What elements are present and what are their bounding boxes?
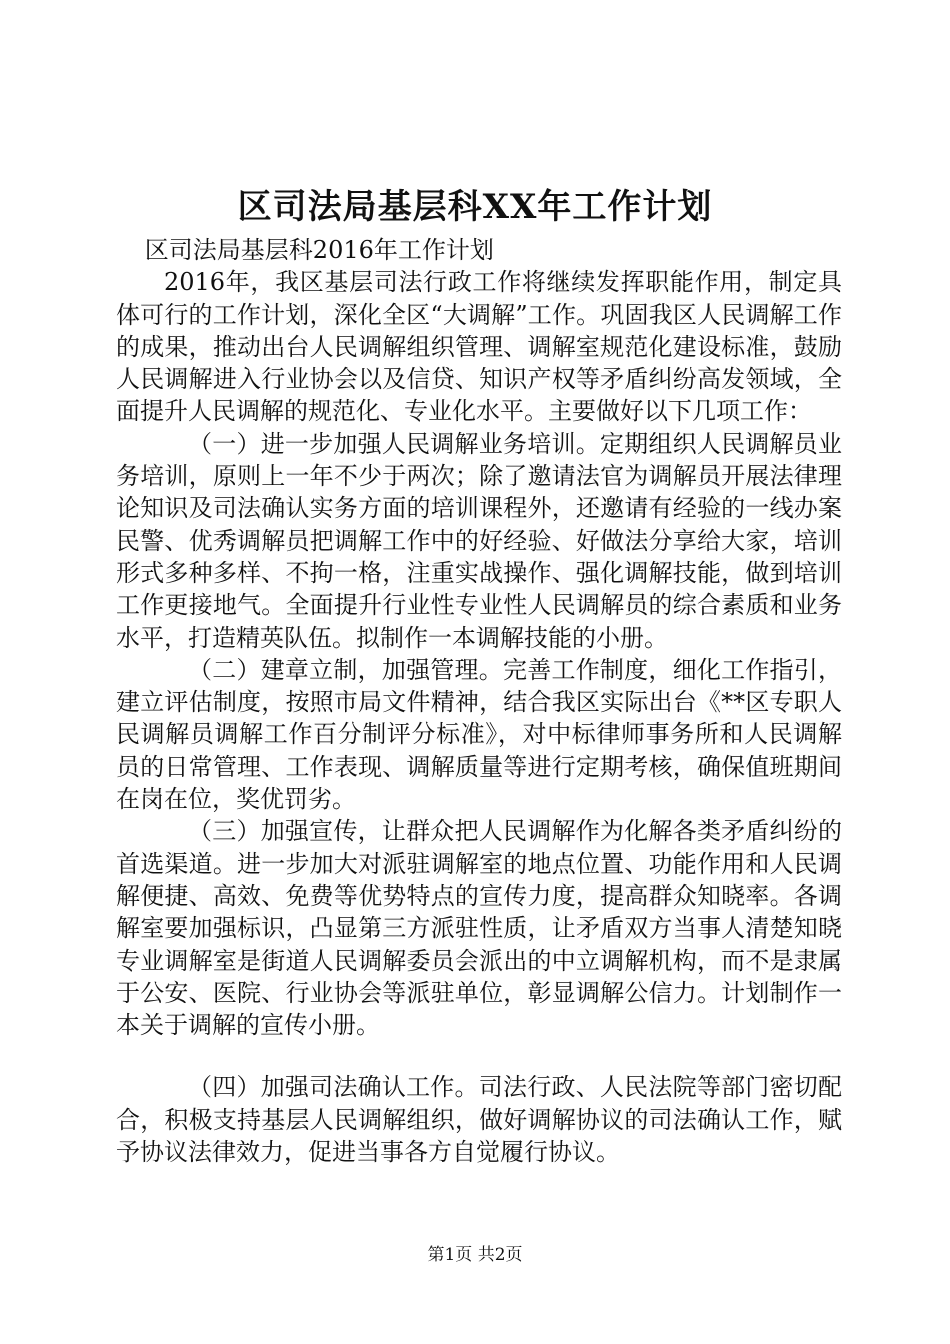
page-number-footer: 第1页 共2页 [427,1245,523,1265]
section-4-paragraph: （四）加强司法确认工作。司法行政、人民法院等部门密切配合，积极支持基层人民调解组织，做好调解协议的司法确认工作，赋予协议法律效力，促进当事各方自觉履行协议。 [116,1073,842,1167]
intro-paragraph: 2016年，我区基层司法行政工作将继续发挥职能作用，制定具体可行的工作计划，深化全区“大调解”工作。巩固我区人民调解工作的成果，推动出台人民调解组织管理、调解室规范化建设标准，鼓励人民调解进入行业协会以及信贷、知识产权等矛盾纠纷高发领域，全面提升人民调解的规范化、专业化水平。主要做好以下几项工作： [116,268,842,426]
document-body [116,234,842,1168]
document-subtitle: 区司法局基层科2016年工作计划 [144,236,494,264]
document-title: 区司法局基层科XX年工作计划 [237,187,713,227]
section-1-paragraph: （一）进一步加强人民调解业务培训。定期组织人民调解员业务培训，原则上一年不少于两次；除了邀请法官为调解员开展法律理论知识及司法确认实务方面的培训课程外，还邀请有经验的一线办案民警、优秀调解员把调解工作中的好经验、好做法分享给大家，培训形式多种多样、不拘一格，注重实战操作、强化调解技能，做到培训工作更接地气。全面提升行业性专业性人民调解员的综合素质和业务水平，打造精英队伍。拟制作一本调解技能的小册。 [116,429,842,652]
section-2-paragraph: （二）建章立制，加强管理。完善工作制度，细化工作指引，建立评估制度，按照市局文件精神，结合我区实际出台《**区专职人民调解员调解工作百分制评分标准》，对中标律师事务所和人民调解员的日常管理、工作表现、调解质量等进行定期考核，确保值班期间在岗在位，奖优罚劣。 [116,655,842,814]
section-3-paragraph: （三）加强宣传，让群众把人民调解作为化解各类矛盾纠纷的首选渠道。进一步加大对派驻调解室的地点位置、功能作用和人民调解便捷、高效、免费等优势特点的宣传力度，提高群众知晓率。各调解室要加强标识，凸显第三方派驻性质，让矛盾双方当事人清楚知晓专业调解室是街道人民调解委员会派出的中立调解机构，而不是隶属于公安、医院、行业协会等派驻单位，彰显调解公信力。计划制作一本关于调解的宣传小册。 [116,817,842,1040]
